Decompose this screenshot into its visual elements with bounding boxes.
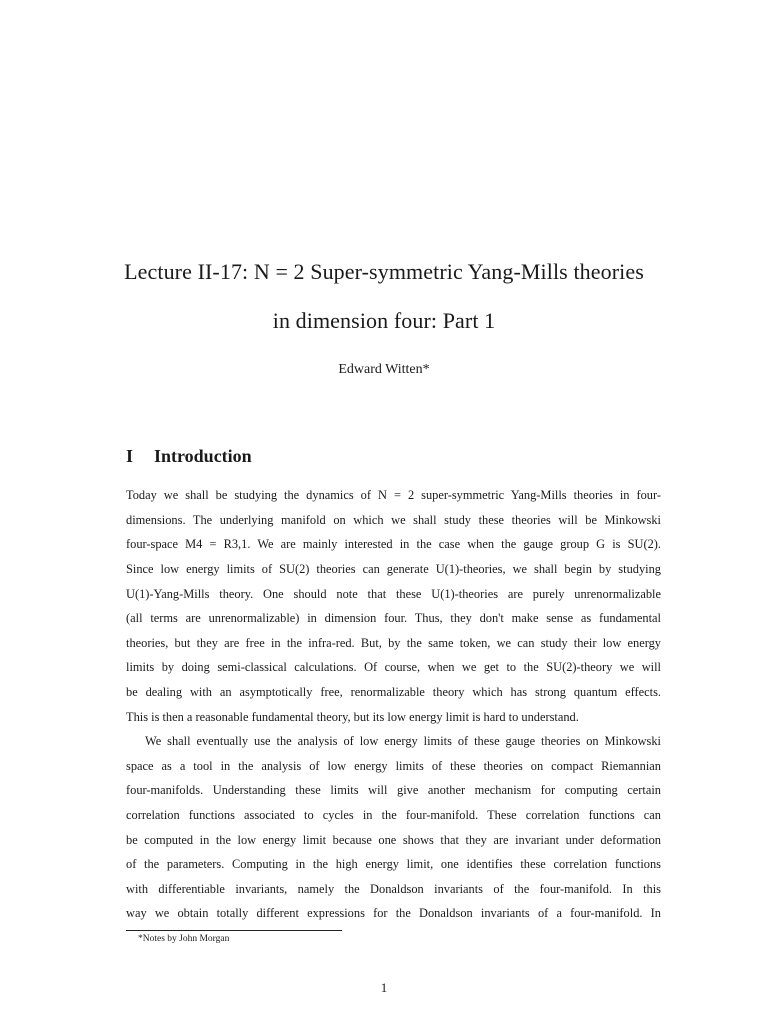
text-line: We shall eventually use the analysis of low energy limits of these gauge theories on Minkowski [145, 734, 661, 748]
footnote: *Notes by John Morgan [138, 934, 230, 944]
text-line: be dealing with an asymptotically free, renormalizable theory which has strong quantum effects. [126, 685, 661, 699]
text-line: way we obtain totally different expressions for the Donaldson invariants of a four-manifold. In [126, 906, 661, 920]
text-line: limits by doing semi-classical calculations. Of course, when we get to the SU(2)-theory we will [126, 660, 661, 674]
text-line: space as a tool in the analysis of low energy limits of these theories on compact Riemannian [126, 759, 661, 773]
text-line: This is then a reasonable fundamental theory, but its low energy limit is hard to understand. [126, 710, 579, 724]
text-line: Today we shall be studying the dynamics of N = 2 super-symmetric Yang-Mills theories in four- [126, 488, 661, 502]
text-line: of the parameters. Computing in the high energy limit, one identifies these correlation functions [126, 857, 661, 871]
text-line: Since low energy limits of SU(2) theories can generate U(1)-theories, we shall begin by studying [126, 562, 661, 576]
section-title: Introduction [154, 446, 252, 466]
footnote-rule [126, 930, 342, 931]
text-line: four-space M4 = R3,1. We are mainly interested in the case when the gauge group G is SU(2). [126, 537, 661, 551]
text-line: with differentiable invariants, namely the Donaldson invariants of the four-manifold. In this [126, 882, 661, 896]
text-line: (all terms are unrenormalizable) in dimension four. Thus, they don't make sense as fundamental [126, 611, 661, 625]
text-line: correlation functions associated to cycles in the four-manifold. These correlation functions can [126, 808, 661, 822]
text-line: U(1)-Yang-Mills theory. One should note that these U(1)-theories are purely unrenormalizable [126, 587, 661, 601]
text-line: dimensions. The underlying manifold on which we shall study these theories will be Minkowski [126, 513, 661, 527]
page-number: 1 [380, 980, 388, 995]
text-line: four-manifolds. Understanding these limits will give another mechanism for computing certain [126, 783, 661, 797]
title-line-1: Lecture II-17: N = 2 Super-symmetric Yang-Mills theories [124, 259, 644, 284]
text-line: theories, but they are free in the infra-red. But, by the same token, we can study their low energy [126, 636, 661, 650]
section-heading [126, 446, 252, 467]
title-line-2: in dimension four: Part 1 [272, 308, 496, 333]
text-line: be computed in the low energy limit because one shows that they are invariant under deformation [126, 833, 661, 847]
author: Edward Witten* [338, 362, 430, 377]
section-number: I [126, 446, 134, 466]
